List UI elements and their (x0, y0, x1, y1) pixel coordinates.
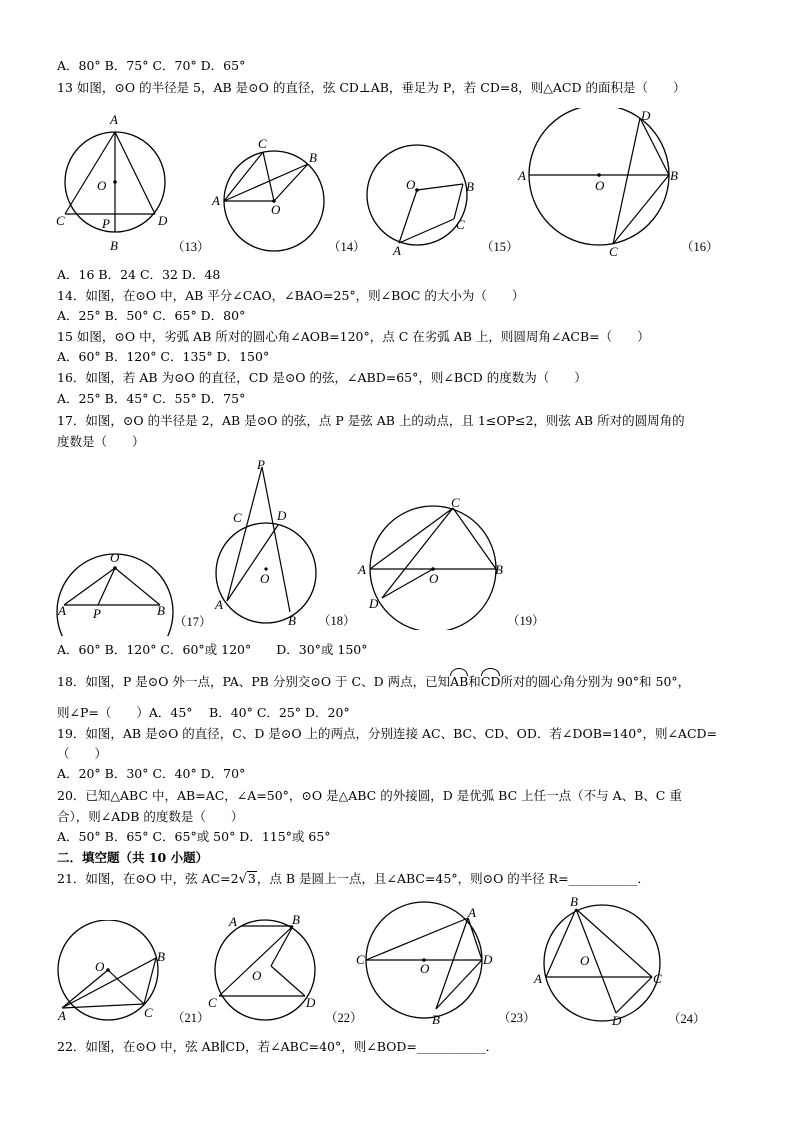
q21-text-b: ，点 B 是圆上一点，且∠ABC=45°，则⊙O 的半径 R=___________． (256, 871, 650, 886)
q13-options: A．16 B．24 C．32 D．48 (57, 267, 221, 282)
fig16-label-c: C (609, 244, 618, 259)
fig14-label-b: B (309, 150, 317, 165)
q22-text: 22．如图，在⊙O 中，弦 AB∥CD，若∠ABC=40°，则∠BOD=___________． (57, 1039, 499, 1054)
q17-text-line1: 17．如图，⊙O 的半径是 2，AB 是⊙O 的弦，点 P 是弦 AB 上的动点，且 1≤OP≤2，则弦 AB 所对的圆周角的 (57, 413, 685, 428)
fig18-label-o: O (260, 571, 270, 586)
q19-options: A．20° B．30° C．40° D．70° (57, 766, 246, 781)
fig13-label-c: C (56, 213, 65, 228)
fig17-label-o: O (110, 550, 120, 565)
fig21-caption: （21） (172, 1011, 210, 1025)
fig17-label-a: A (58, 603, 66, 618)
fig22-label-d: D (306, 995, 316, 1010)
fig22-caption: （22） (325, 1011, 363, 1025)
fig24-label-d: D (612, 1013, 622, 1028)
q16-text: 16．如图，若 AB 为⊙O 的直径，CD 是⊙O 的弦，∠ABD=65°，则∠BCD 的度数为（ ） (57, 370, 587, 385)
fig13-caption: （13） (172, 240, 210, 254)
figure-16 (515, 108, 755, 260)
q17-options: A．60° B．120° C．60°或 120° D．30°或 150° (57, 642, 368, 657)
fig15-caption: （15） (481, 240, 519, 254)
q19-text-line1: 19．如图，AB 是⊙O 的直径，C、D 是⊙O 上的两点，分别连接 AC、BC、CD、OD．若∠DOB=140°，则∠ACD= (57, 726, 718, 741)
fig19-label-b: B (495, 562, 503, 577)
section2-title: 二．填空题（共 10 小题） (57, 850, 209, 865)
q18-and: 和 (468, 674, 481, 689)
q19-text-line2: （ ） (57, 746, 108, 761)
fig19-label-c: C (451, 495, 460, 510)
fig23-label-b: B (432, 1012, 440, 1027)
figure-21 (52, 920, 217, 1030)
fig13-label-b: B (110, 238, 118, 253)
fig16-caption: （16） (681, 240, 719, 254)
fig24-label-o: O (580, 953, 590, 968)
fig18-label-d: D (277, 508, 287, 523)
fig13-label-d: D (158, 213, 168, 228)
q18-arc-cd: CD (481, 672, 501, 692)
fig15-label-a: A (393, 243, 401, 258)
fig13-label-a: A (110, 112, 118, 127)
fig15-label-o: O (406, 177, 416, 192)
fig17-caption: （17） (174, 615, 212, 629)
fig23-label-o: O (420, 961, 430, 976)
figure-23 (350, 898, 540, 1028)
q14-text: 14．如图，在⊙O 中，AB 平分∠CAO，∠BAO=25°，则∠BOC 的大小为（ ） (57, 288, 525, 303)
fig16-label-o: O (595, 178, 605, 193)
q18-arc-ab: AB (450, 672, 468, 692)
q20-options: A．50° B．65° C．65°或 50° D．115°或 65° (57, 829, 331, 844)
q20-text-line1: 20．已知△ABC 中，AB=AC，∠A=50°，⊙O 是△ABC 的外接圆，D 是优弧 BC 上任一点（不与 A、B、C 重 (57, 788, 682, 803)
fig24-label-c: C (653, 971, 662, 986)
fig16-label-d: D (641, 108, 651, 123)
q15-text: 15 如图，⊙O 中，劣弧 AB 所对的圆心角∠AOB=120°，点 C 在劣弧 AB 上，则圆周角∠ACB=（ ） (57, 329, 650, 344)
fig16-label-b: B (670, 168, 678, 183)
fig14-label-a: A (212, 193, 220, 208)
figure-18 (210, 455, 360, 630)
q17-text-line2: 度数是（ ） (57, 434, 145, 449)
fig15-label-b: B (466, 179, 474, 194)
q16-options: A．25° B．45° C．55° D．75° (57, 391, 246, 406)
fig24-caption: （24） (668, 1012, 706, 1026)
q12-options: A．80° B．75° C．70° D．65° (57, 58, 246, 73)
fig18-label-a: A (215, 597, 223, 612)
figure-24 (530, 893, 710, 1028)
figure-22 (205, 910, 365, 1030)
fig13-label-p: P (102, 216, 110, 231)
fig19-label-a: A (358, 562, 366, 577)
q21-text-a: 21．如图，在⊙O 中，弦 AC=2 (57, 871, 239, 886)
figure-14 (208, 138, 368, 260)
fig22-label-a: A (229, 914, 237, 929)
figure-13 (50, 110, 220, 260)
fig17-label-p: P (93, 606, 101, 621)
fig16-label-a: A (518, 168, 526, 183)
fig21-label-b: B (157, 949, 165, 964)
fig14-caption: （14） (328, 240, 366, 254)
q18-text-a: 18．如图，P 是⊙O 外一点，PA、PB 分别交⊙O 于 C、D 两点，已知 (57, 674, 451, 689)
q15-options: A．60° B．120° C．135° D．150° (57, 349, 270, 364)
fig18-label-b: B (288, 613, 296, 628)
fig21-label-a: A (58, 1008, 66, 1023)
figure-17 (52, 548, 222, 636)
q18-text-line2: 则∠P=（ ）A．45° B．40° C．25° D．20° (57, 705, 350, 720)
fig17-label-b: B (157, 603, 165, 618)
fig22-label-b: B (292, 912, 300, 927)
fig18-label-p: P (257, 457, 265, 472)
fig23-label-d: D (483, 952, 493, 967)
fig21-label-c: C (144, 1005, 153, 1020)
fig18-label-c: C (233, 510, 242, 525)
fig19-label-d: D (369, 596, 379, 611)
q20-text-line2: 合），则∠ADB 的度数是（ ） (57, 809, 244, 824)
fig22-label-c: C (208, 995, 217, 1010)
fig18-caption: （18） (318, 614, 356, 628)
fig19-caption: （19） (507, 614, 545, 628)
fig13-label-o: O (97, 178, 107, 193)
q13-text: 13 如图，⊙O 的半径是 5，AB 是⊙O 的直径，弦 CD⊥AB，垂足为 P，若 CD=8，则△ACD 的面积是（ ） (57, 80, 686, 95)
fig23-label-a: A (468, 905, 476, 920)
figure-19 (355, 495, 555, 630)
q18-text-line1 (57, 672, 690, 692)
fig14-label-o: O (271, 202, 281, 217)
fig23-caption: （23） (498, 1011, 536, 1025)
fig24-label-a: A (534, 971, 542, 986)
q21-text: 21．如图，在⊙O 中，弦 AC=2√3，点 B 是圆上一点，且∠ABC=45°，则⊙O 的半径 R=___________． (57, 871, 650, 887)
fig19-label-o: O (429, 571, 439, 586)
q18-text-b: 所对的圆心角分别为 90°和 50°， (500, 674, 691, 689)
q14-options: A．25° B．50° C．65° D．80° (57, 308, 246, 323)
fig14-label-c: C (258, 138, 267, 151)
figure-15 (355, 140, 525, 260)
fig21-label-o: O (95, 959, 105, 974)
fig24-label-b: B (570, 894, 578, 909)
fig23-label-c: C (356, 952, 365, 967)
fig15-label-c: C (456, 217, 465, 232)
fig22-label-o: O (252, 968, 262, 983)
q21-sqrt-value: 3 (247, 871, 256, 886)
